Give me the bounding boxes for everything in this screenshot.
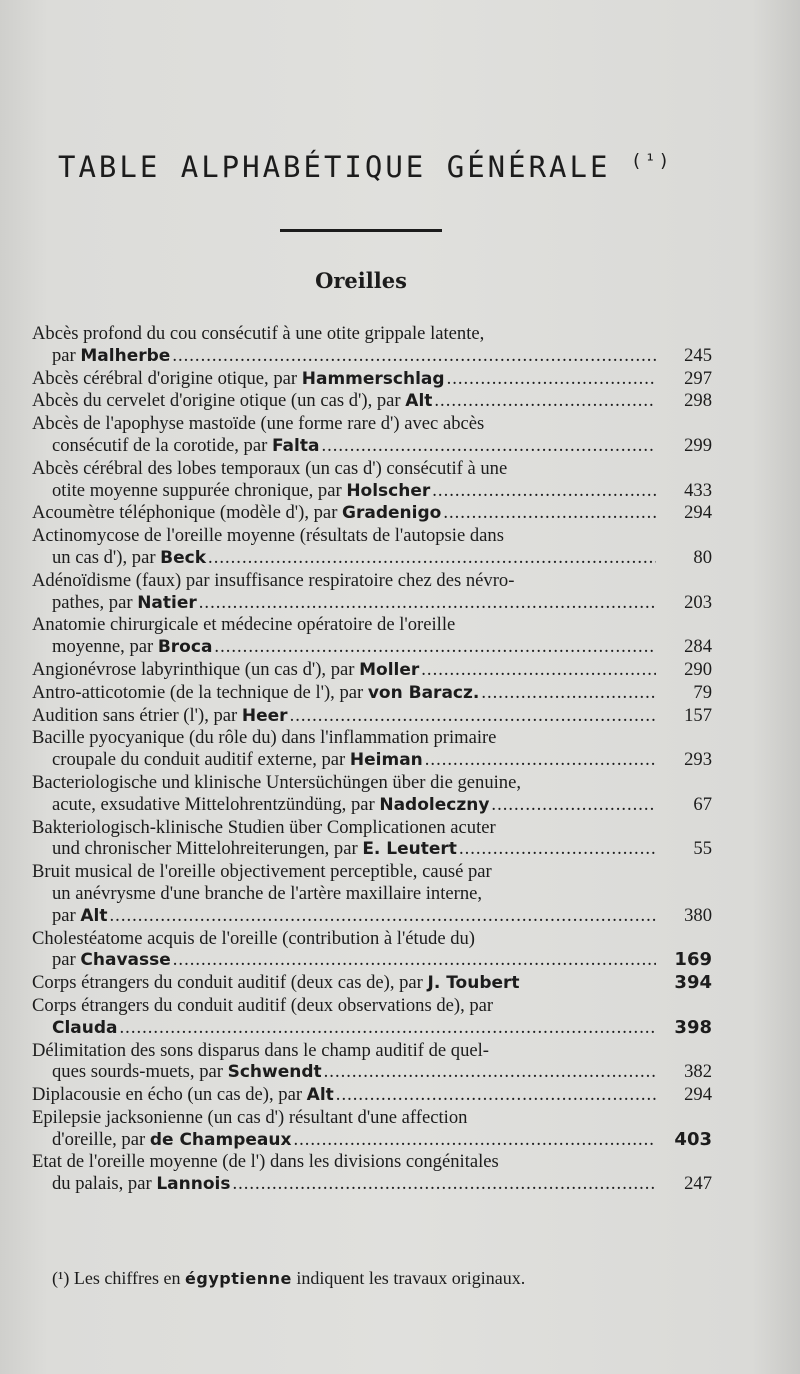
page-number: 394 (674, 972, 712, 994)
footnote-text-end: indiquent les travaux originaux. (291, 1268, 526, 1288)
entry-last-line (32, 1129, 712, 1152)
section-heading: Oreilles (315, 268, 407, 293)
entry-line: Etat de l'oreille moyenne (de l') dans les divisions congénitales (32, 1151, 499, 1173)
entry-author: Clauda (52, 1017, 118, 1038)
entry-prefix: croupale du conduit auditif externe, par (52, 749, 350, 771)
index-entry (32, 1084, 712, 1107)
entry-line: Délimitation des sons disparus dans le champ auditif de quel- (32, 1039, 489, 1061)
footnote-mark: (¹) (52, 1268, 70, 1288)
entry-line: Bacille pyocyanique (du rôle du) dans l'inflammation primaire (32, 727, 497, 749)
entry-prefix: ques sourds-muets, par (52, 1061, 228, 1083)
index-entry (32, 525, 712, 570)
entry-author: Natier (137, 592, 197, 613)
index-entry (32, 1040, 712, 1085)
index-entry (32, 659, 712, 682)
entry-text (52, 1061, 322, 1084)
entry-prefix: par (52, 344, 81, 366)
page-number: 398 (674, 1016, 712, 1038)
entry-line: Epilepsie jacksonienne (un cas d') résultant d'une affection (32, 1106, 468, 1128)
entry-last-line (32, 905, 712, 928)
entry-author: Falta (271, 435, 320, 456)
entry-author: Alt (306, 1085, 334, 1106)
entry-line: Abcès de l'apophyse mastoïde (une forme rare d') avec abcès (32, 413, 485, 435)
entry-prefix: Abcès cérébral d'origine otique, par (32, 367, 302, 389)
entry-prefix: du palais, par (52, 1173, 157, 1195)
leader-dots (206, 547, 656, 569)
entry-text (52, 1173, 230, 1196)
entry-text (32, 1084, 334, 1107)
leader-dots (171, 949, 656, 971)
index-entry (32, 458, 712, 503)
entry-author: Broca (157, 637, 213, 658)
entry-last-line (32, 636, 712, 659)
index-entry (32, 570, 712, 615)
leader-dots (322, 1061, 656, 1083)
footnote (52, 1268, 732, 1289)
entry-line: Cholestéatome acquis de l'oreille (contribution à l'étude du) (32, 927, 475, 949)
leader-dots (419, 659, 656, 681)
leader-dots (291, 1129, 656, 1151)
entry-last-line (32, 705, 712, 728)
entry-last-line (32, 838, 712, 861)
page-number: 245 (684, 344, 712, 366)
page-number: 80 (693, 546, 712, 568)
leader-dots (445, 368, 656, 390)
entry-last-line (32, 659, 712, 682)
entry-prefix: Diplacousie en écho (un cas de), par (32, 1084, 307, 1106)
page-number: 294 (684, 502, 712, 524)
entry-author: von Baracz. (367, 682, 480, 703)
entry-text (32, 368, 445, 391)
entry-author: Alt (405, 391, 433, 412)
entry-last-line (32, 794, 712, 817)
page-number: 247 (684, 1173, 712, 1195)
page-number: 284 (684, 636, 712, 658)
entry-text (52, 480, 430, 503)
entry-line: Bacteriologische und klinische Untersüchüngen über die genuine, (32, 771, 521, 793)
entry-text (52, 547, 206, 570)
leader-dots (441, 502, 656, 524)
page-number: 433 (684, 479, 712, 501)
index-entry (32, 817, 712, 862)
page-title (58, 150, 758, 184)
entry-author: Malherbe (80, 345, 171, 366)
entry-line: Corps étrangers du conduit auditif (deux observations de), par (32, 994, 494, 1016)
entry-author: Hammerschlag (301, 368, 445, 389)
entry-author: J. Toubert (427, 973, 520, 994)
page-number: 203 (684, 591, 712, 613)
entry-line: Abcès cérébral des lobes temporaux (un cas d') consécutif à une (32, 457, 508, 479)
entry-text (52, 949, 171, 972)
entry-prefix: Corps étrangers du conduit auditif (deux cas de), par (32, 972, 428, 994)
index-entry (32, 614, 712, 659)
index-entry (32, 413, 712, 458)
page-number: 294 (684, 1084, 712, 1106)
entry-text (32, 705, 288, 728)
entry-text (52, 905, 108, 928)
index-entry (32, 323, 712, 368)
entry-prefix: Acoumètre téléphonique (modèle d'), par (32, 502, 343, 524)
entry-last-line (32, 435, 712, 458)
page-number: 157 (684, 704, 712, 726)
index-entry (32, 502, 712, 525)
leader-dots (118, 1017, 656, 1039)
entry-line: Adénoïdisme (faux) par insuffisance respiratoire chez des névro- (32, 569, 515, 591)
page-number: 55 (693, 838, 712, 860)
leader-dots (430, 480, 656, 502)
leader-dots (457, 838, 656, 860)
entry-last-line (32, 749, 712, 772)
page-number: 297 (684, 367, 712, 389)
index-entry (32, 727, 712, 772)
entry-prefix: consécutif de la corotide, par (52, 434, 272, 456)
entry-last-line (32, 547, 712, 570)
index-entries (32, 323, 712, 1196)
leader-dots (489, 794, 656, 816)
entry-last-line (32, 682, 712, 705)
leader-dots (197, 592, 656, 614)
entry-line: un anévrysme d'une branche de l'artère maxillaire interne, (52, 882, 483, 904)
entry-last-line (32, 368, 712, 391)
leader-dots (212, 636, 656, 658)
index-entry (32, 995, 712, 1040)
entry-author: Beck (160, 547, 207, 568)
entry-last-line (32, 972, 712, 995)
index-entry (32, 928, 712, 973)
leader-dots (288, 705, 656, 727)
page-number: 67 (693, 793, 712, 815)
entry-last-line (32, 1173, 712, 1196)
index-entry (32, 1107, 712, 1152)
entry-text (32, 390, 432, 413)
entry-text (52, 345, 170, 368)
entry-prefix: acute, exsudative Mittelohrentzündüng, par (52, 793, 380, 815)
entry-last-line (32, 345, 712, 368)
page-number: 169 (674, 949, 712, 971)
entry-last-line (32, 1061, 712, 1084)
title-text: TABLE ALPHABÉTIQUE GÉNÉRALE (58, 150, 611, 184)
entry-prefix: Antro-atticotomie (de la technique de l'), par (32, 681, 368, 703)
page-number: 293 (684, 749, 712, 771)
page-number: 403 (674, 1128, 712, 1150)
leader-dots (108, 905, 656, 927)
entry-prefix: Abcès du cervelet d'origine otique (un cas d'), par (32, 390, 406, 412)
entry-prefix: Angionévrose labyrinthique (un cas d'), par (32, 658, 360, 680)
page-number: 298 (684, 390, 712, 412)
entry-line: Actinomycose de l'oreille moyenne (résultats de l'autopsie dans (32, 525, 504, 547)
entry-author: Schwendt (227, 1062, 322, 1083)
entry-author: Nadoleczny (379, 794, 490, 815)
entry-text (52, 838, 457, 861)
entry-line: Bruit musical de l'oreille objectivement perceptible, causé par (32, 861, 492, 883)
entry-prefix: d'oreille, par (52, 1128, 150, 1150)
index-entry (32, 682, 712, 705)
entry-text (52, 1017, 118, 1040)
entry-text (32, 659, 419, 682)
entry-prefix: pathes, par (52, 591, 138, 613)
footnote-emphasis: égyptienne (185, 1269, 292, 1288)
entry-line: Abcès profond du cou consécutif à une otite grippale latente, (32, 323, 485, 344)
entry-author: Heiman (349, 750, 423, 771)
entry-author: de Champeaux (149, 1129, 292, 1150)
entry-last-line (32, 949, 712, 972)
entry-prefix: un cas d'), par (52, 546, 161, 568)
entry-last-line (32, 592, 712, 615)
index-entry (32, 390, 712, 413)
index-entry (32, 1151, 712, 1196)
page-number: 79 (693, 681, 712, 703)
entry-prefix: par (52, 949, 81, 971)
entry-text (52, 749, 423, 772)
page-number: 290 (684, 658, 712, 680)
title-rule (280, 229, 442, 232)
index-entry (32, 772, 712, 817)
leader-dots (319, 435, 656, 457)
page-number: 382 (684, 1061, 712, 1083)
page-number: 380 (684, 904, 712, 926)
page-number: 299 (684, 434, 712, 456)
leader-dots (479, 682, 656, 704)
entry-last-line (32, 502, 712, 525)
entry-author: Holscher (346, 480, 431, 501)
index-entry (32, 368, 712, 391)
leader-dots (170, 345, 656, 367)
entry-text (52, 794, 489, 817)
entry-author: Chavasse (80, 950, 171, 971)
entry-author: Alt (80, 905, 108, 926)
leader-dots (423, 749, 656, 771)
entry-text (32, 972, 520, 995)
entry-last-line (32, 1017, 712, 1040)
entry-text (52, 435, 319, 458)
entry-prefix: und chronischer Mittelohreiterungen, par (52, 838, 363, 860)
index-entry (32, 972, 712, 995)
entry-line: Anatomie chirurgicale et médecine opératoire de l'oreille (32, 614, 456, 636)
entry-last-line (32, 390, 712, 413)
leader-dots (334, 1084, 656, 1106)
entry-author: Gradenigo (342, 503, 442, 524)
entry-text (32, 682, 479, 705)
entry-prefix: moyenne, par (52, 636, 158, 658)
entry-text (52, 1129, 291, 1152)
entry-text (52, 592, 197, 615)
entry-author: Moller (359, 659, 420, 680)
leader-dots (432, 390, 656, 412)
entry-prefix: otite moyenne suppurée chronique, par (52, 479, 347, 501)
title-footnote-mark: (¹) (630, 150, 673, 172)
entry-author: Heer (241, 705, 288, 726)
entry-author: Lannois (156, 1174, 231, 1195)
index-entry (32, 861, 712, 927)
index-entry (32, 705, 712, 728)
entry-line: Bakteriologisch-klinische Studien über Complicationen acuter (32, 816, 496, 838)
entry-prefix: par (52, 904, 81, 926)
entry-prefix: Audition sans étrier (l'), par (32, 704, 242, 726)
entry-text (52, 636, 212, 659)
leader-dots (230, 1173, 656, 1195)
entry-author: E. Leutert (362, 839, 457, 860)
entry-last-line (32, 480, 712, 503)
entry-last-line (32, 1084, 712, 1107)
entry-text (32, 502, 441, 525)
footnote-text-start: Les chiffres en (69, 1268, 186, 1288)
